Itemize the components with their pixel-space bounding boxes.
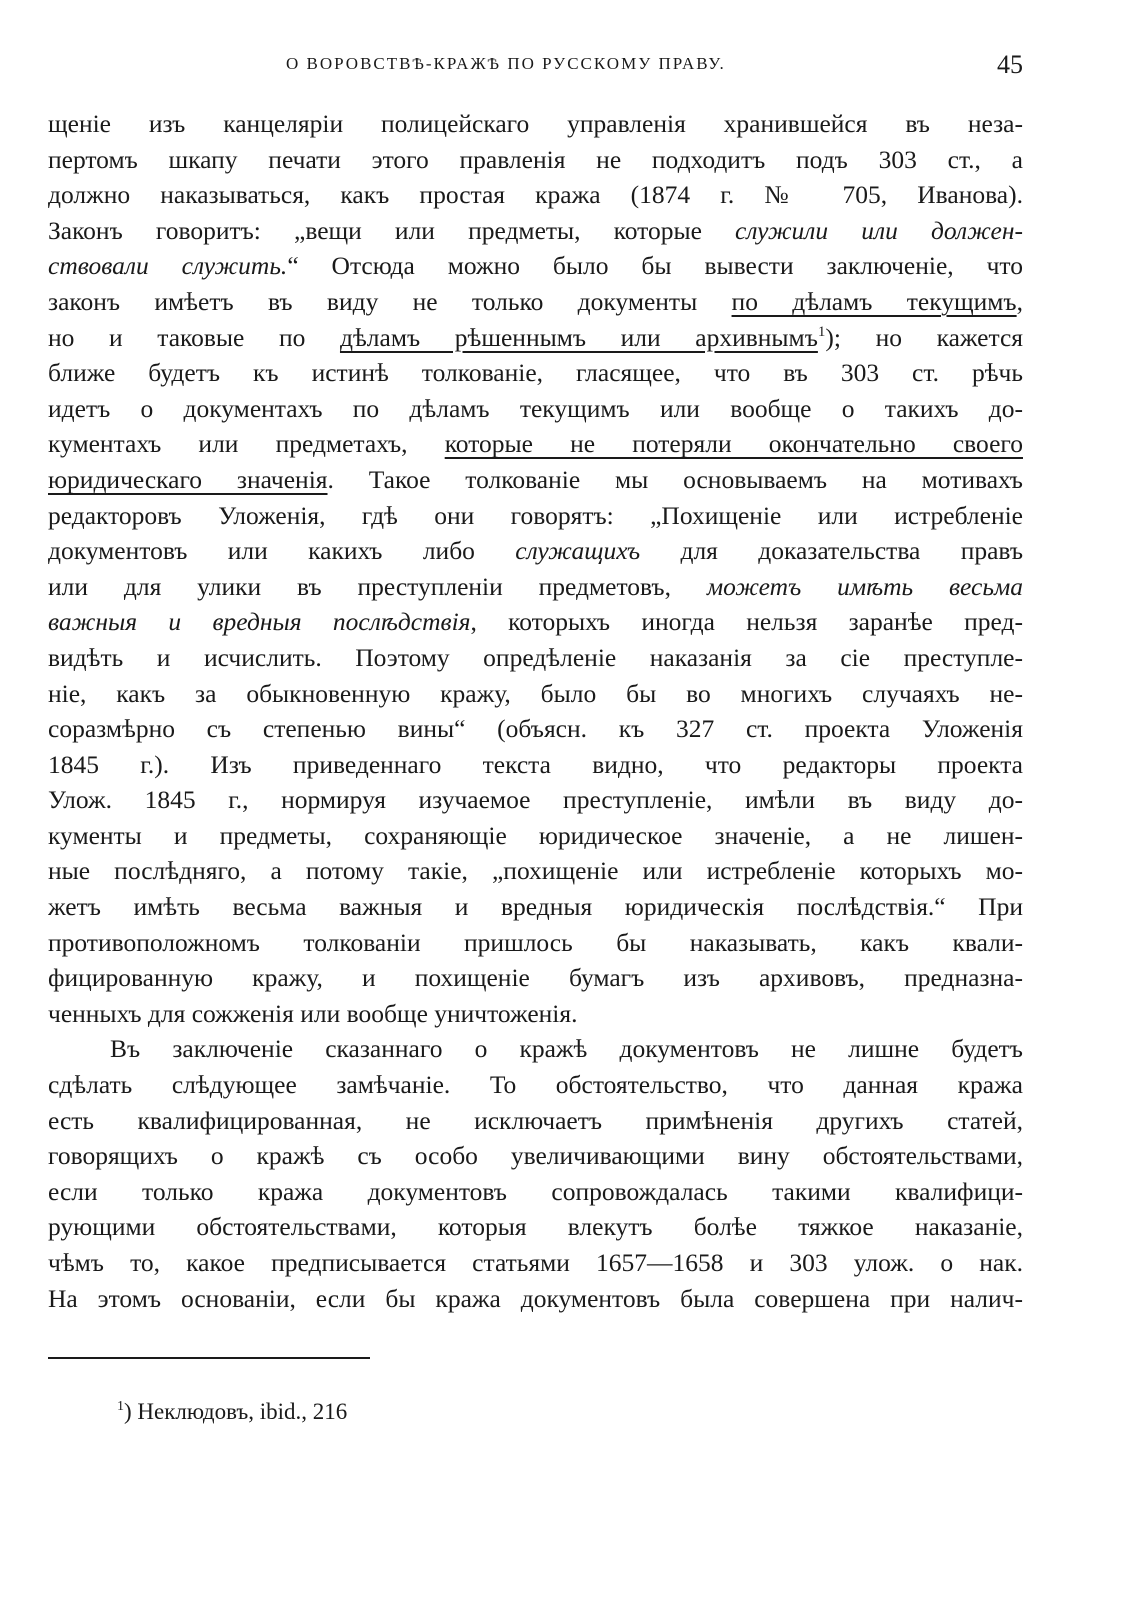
- text-line: [48, 747, 1023, 783]
- text-segment: видѣть и исчислить. Поэтому опредѣленіе наказанія за сіе преступле-: [48, 642, 1023, 672]
- text-line: [48, 1174, 1023, 1210]
- text-segment: ближе будетъ къ истинѣ толкованіе, гласящее, что въ 303 ст. рѣчь: [48, 358, 1023, 388]
- text-segment: Законъ говоритъ: „вещи или предметы, которые: [48, 215, 736, 245]
- text-line: [48, 462, 1023, 498]
- text-line: [48, 1103, 1023, 1139]
- text-segment: ніе, какъ за обыкновенную кражу, было бы во многихъ случаяхъ не-: [48, 678, 1023, 708]
- text-line: [48, 1281, 1023, 1317]
- text-line: [48, 1138, 1023, 1174]
- text-line: [48, 960, 1023, 996]
- text-line: [48, 1067, 1023, 1103]
- text-line: [48, 213, 1023, 249]
- text-segment: кументахъ или предметахъ,: [48, 429, 445, 459]
- text-line: [48, 889, 1023, 925]
- text-line: [48, 569, 1023, 605]
- text-segment: но и таковые по: [48, 322, 340, 352]
- text-line: [48, 1245, 1023, 1281]
- text-segment: ченныхъ для сожженія или вообще уничтоженія.: [48, 998, 578, 1028]
- text-segment: Улож. 1845 г., нормируя изучаемое преступленіе, имѣли въ виду до-: [48, 785, 1023, 815]
- text-line: [48, 1031, 1023, 1067]
- text-segment: . Такое толкованіе мы основываемъ на мотивахъ: [327, 464, 1023, 494]
- text-segment: для доказательства правъ: [640, 536, 1023, 566]
- italic-text: можетъ имѣть весьма: [706, 571, 1023, 601]
- text-segment: говорящихъ о кражѣ съ особо увеличивающими вину обстоятельствами,: [48, 1141, 1023, 1171]
- text-line: [48, 711, 1023, 747]
- text-segment: 1845 г.). Изъ приведеннаго текста видно, что редакторы проекта: [48, 749, 1023, 779]
- text-segment: пертомъ шкапу печати этого правленія не подходитъ подъ 303 ст., а: [48, 144, 1023, 174]
- text-segment: кументы и предметы, сохраняющіе юридическое значеніе, а не лишен-: [48, 820, 1023, 850]
- text-line: [48, 640, 1023, 676]
- text-segment: “ Отсюда можно было бы вывести заключеніе, что: [287, 251, 1023, 281]
- text-line: [48, 853, 1023, 889]
- italic-text: важныя и вредныя послѣдствія: [48, 607, 471, 637]
- text-segment: ные послѣдняго, а потому такіе, „похищеніе или истребленіе которыхъ мо-: [48, 856, 1023, 886]
- text-segment: чѣмъ то, какое предписывается статьями 1657—1658 и 303 улож. о нак.: [48, 1248, 1023, 1277]
- text-line: [48, 320, 1023, 356]
- running-head: [48, 50, 1023, 84]
- text-line: [48, 355, 1023, 391]
- text-line: [48, 533, 1023, 569]
- footnote: [117, 1399, 347, 1425]
- text-line: [48, 676, 1023, 712]
- text-segment: редакторовъ Уложенія, гдѣ они говорятъ: „Похищеніе или истребленіе: [48, 500, 1023, 530]
- text-segment: законъ имѣетъ въ виду не только документы: [48, 286, 732, 316]
- text-line: [48, 604, 1023, 640]
- footnote-text: ) Неклюдовъ, ibid., 216: [124, 1399, 348, 1424]
- text-line: [48, 996, 1023, 1032]
- footnote-marker: 1: [117, 1399, 124, 1414]
- text-line: [48, 284, 1023, 320]
- text-line: [48, 498, 1023, 534]
- underlined-text: по дѣламъ текущимъ: [731, 286, 1017, 316]
- text-segment: или для улики въ преступленіи предметовъ,: [48, 571, 707, 601]
- text-segment: рующими обстоятельствами, которыя влекутъ болѣе тяжкое наказаніе,: [48, 1212, 1023, 1242]
- italic-text: служили или должен-: [735, 215, 1023, 245]
- underlined-text: которые не потеряли окончательно своего: [444, 429, 1023, 459]
- text-segment: , которыхъ иногда нельзя заранѣе пред-: [470, 607, 1023, 637]
- text-line: [48, 142, 1023, 178]
- footnote-divider: [48, 1357, 370, 1359]
- underlined-text: дѣламъ рѣшеннымъ или архивнымъ: [339, 322, 818, 352]
- body-text: [48, 106, 1023, 1316]
- text-segment: есть квалифицированная, не исключаетъ примѣненія другихъ статей,: [48, 1105, 1023, 1135]
- text-segment: щеніе изъ канцеляріи полицейскаго управленія хранившейся въ неза-: [48, 109, 1023, 138]
- text-line: [48, 818, 1023, 854]
- text-segment: Въ заключеніе сказаннаго о кражѣ документовъ не лишне будетъ: [110, 1034, 1023, 1064]
- text-line: [48, 782, 1023, 818]
- page-number: 45: [997, 50, 1023, 79]
- text-segment: На этомъ основаніи, если бы кража документовъ была совершена при налич-: [48, 1283, 1023, 1313]
- underlined-text: юридическаго значенія: [48, 464, 328, 494]
- text-segment: сдѣлать слѣдующее замѣчаніе. То обстоятельство, что данная кража: [48, 1070, 1023, 1100]
- footnote-reference: 1: [817, 323, 826, 340]
- text-line: [48, 391, 1023, 427]
- text-segment: если только кража документовъ сопровождалась такими квалифици-: [48, 1176, 1023, 1206]
- text-segment: документовъ или какихъ либо: [48, 536, 516, 566]
- text-line: [48, 1209, 1023, 1245]
- text-segment: жетъ имѣть весьма важныя и вредныя юридическія послѣдствія.“ При: [48, 892, 1023, 922]
- text-segment: должно наказываться, какъ простая кража (1874 г. № 705, Иванова).: [48, 180, 1023, 210]
- text-line: [48, 106, 1023, 142]
- text-segment: фицированную кражу, и похищеніе бумагъ изъ архивовъ, предназна-: [48, 963, 1023, 993]
- text-line: [48, 925, 1023, 961]
- text-segment: ,: [1016, 286, 1023, 316]
- text-segment: идетъ о документахъ по дѣламъ текущимъ или вообще о такихъ до-: [48, 393, 1023, 423]
- italic-text: ствовали служить.: [48, 251, 288, 281]
- text-segment: соразмѣрно съ степенью вины“ (объясн. къ 327 ст. проекта Уложенія: [48, 714, 1023, 744]
- text-line: [48, 426, 1023, 462]
- text-segment: противоположномъ толкованіи пришлось бы наказывать, какъ квали-: [48, 927, 1023, 957]
- running-title: О ВОРОВСТВѢ-КРАЖѢ ПО РУССКОМУ ПРАВУ.: [286, 54, 726, 73]
- text-segment: ); но кажется: [825, 322, 1023, 352]
- text-line: [48, 177, 1023, 213]
- italic-text: служащихъ: [515, 536, 641, 566]
- text-line: [48, 248, 1023, 284]
